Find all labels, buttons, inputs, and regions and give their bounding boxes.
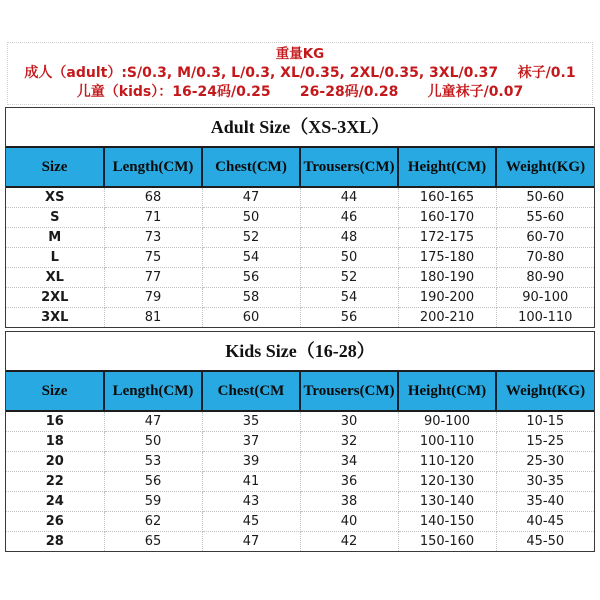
size-cell: S: [6, 208, 104, 228]
value-cell: 52: [300, 268, 398, 288]
value-cell: 50-60: [496, 187, 594, 208]
value-cell: 46: [300, 208, 398, 228]
table-row: [6, 308, 594, 328]
value-cell: 10-15: [496, 411, 594, 432]
value-cell: 73: [104, 228, 202, 248]
value-cell: 200-210: [398, 308, 496, 328]
value-cell: 60: [202, 308, 300, 328]
kids-column-header-5: Weight(KG): [496, 371, 594, 411]
size-cell: 3XL: [6, 308, 104, 328]
value-cell: 54: [202, 248, 300, 268]
value-cell: 110-120: [398, 452, 496, 472]
table-row: [6, 248, 594, 268]
size-cell: 16: [6, 411, 104, 432]
value-cell: 55-60: [496, 208, 594, 228]
value-cell: 50: [104, 432, 202, 452]
value-cell: 43: [202, 492, 300, 512]
weight-note-adult-line: 成人（adult）:S/0.3, M/0.3, L/0.3, XL/0.35, 2XL/0.35, 3XL/0.37 袜子/0.1: [24, 64, 576, 81]
size-cell: 26: [6, 512, 104, 532]
value-cell: 80-90: [496, 268, 594, 288]
value-cell: 35-40: [496, 492, 594, 512]
value-cell: 70-80: [496, 248, 594, 268]
value-cell: 79: [104, 288, 202, 308]
value-cell: 47: [104, 411, 202, 432]
kids-column-header-0: Size: [6, 371, 104, 411]
value-cell: 38: [300, 492, 398, 512]
weight-note-kids-line: 儿童（kids）：16-24码/0.25 26-28码/0.28 儿童袜子/0.07: [76, 83, 524, 100]
value-cell: 65: [104, 532, 202, 552]
value-cell: 77: [104, 268, 202, 288]
table-row: [6, 208, 594, 228]
value-cell: 172-175: [398, 228, 496, 248]
value-cell: 40: [300, 512, 398, 532]
size-cell: 24: [6, 492, 104, 512]
value-cell: 25-30: [496, 452, 594, 472]
value-cell: 32: [300, 432, 398, 452]
value-cell: 30-35: [496, 472, 594, 492]
value-cell: 45-50: [496, 532, 594, 552]
kids-column-header-1: Length(CM): [104, 371, 202, 411]
adult-size-table: [6, 146, 594, 327]
adult-column-header-2: Chest(CM): [202, 147, 300, 187]
table-row: [6, 512, 594, 532]
value-cell: 59: [104, 492, 202, 512]
table-row: [6, 288, 594, 308]
value-cell: 48: [300, 228, 398, 248]
value-cell: 39: [202, 452, 300, 472]
table-row: [6, 411, 594, 432]
kids-size-block: [5, 331, 595, 552]
value-cell: 140-150: [398, 512, 496, 532]
value-cell: 30: [300, 411, 398, 432]
adult-size-caption: Adult Size（XS-3XL）: [210, 117, 390, 137]
value-cell: 75: [104, 248, 202, 268]
kids-column-header-3: Trousers(CM): [300, 371, 398, 411]
value-cell: 190-200: [398, 288, 496, 308]
value-cell: 56: [104, 472, 202, 492]
weight-note-box: [7, 42, 593, 105]
table-row: [6, 228, 594, 248]
value-cell: 44: [300, 187, 398, 208]
weight-note-title: 重量KG: [275, 45, 325, 62]
adult-column-header-3: Trousers(CM): [300, 147, 398, 187]
value-cell: 81: [104, 308, 202, 328]
value-cell: 42: [300, 532, 398, 552]
value-cell: 15-25: [496, 432, 594, 452]
adult-column-header-4: Height(CM): [398, 147, 496, 187]
value-cell: 160-170: [398, 208, 496, 228]
adult-header-row: [6, 147, 594, 187]
size-cell: 28: [6, 532, 104, 552]
adult-column-header-1: Length(CM): [104, 147, 202, 187]
value-cell: 50: [202, 208, 300, 228]
table-row: [6, 187, 594, 208]
kids-size-table: [6, 370, 594, 551]
kids-header-row: [6, 371, 594, 411]
adult-column-header-5: Weight(KG): [496, 147, 594, 187]
value-cell: 180-190: [398, 268, 496, 288]
value-cell: 58: [202, 288, 300, 308]
value-cell: 160-165: [398, 187, 496, 208]
value-cell: 50: [300, 248, 398, 268]
table-row: [6, 472, 594, 492]
value-cell: 62: [104, 512, 202, 532]
value-cell: 90-100: [398, 411, 496, 432]
size-cell: XS: [6, 187, 104, 208]
value-cell: 54: [300, 288, 398, 308]
value-cell: 150-160: [398, 532, 496, 552]
kids-column-header-2: Chest(CM: [202, 371, 300, 411]
value-cell: 35: [202, 411, 300, 432]
value-cell: 45: [202, 512, 300, 532]
value-cell: 130-140: [398, 492, 496, 512]
value-cell: 41: [202, 472, 300, 492]
value-cell: 47: [202, 187, 300, 208]
table-row: [6, 532, 594, 552]
size-cell: 20: [6, 452, 104, 472]
value-cell: 100-110: [398, 432, 496, 452]
value-cell: 56: [300, 308, 398, 328]
table-row: [6, 452, 594, 472]
size-cell: 18: [6, 432, 104, 452]
value-cell: 47: [202, 532, 300, 552]
kids-size-caption: Kids Size（16-28）: [225, 341, 375, 361]
size-cell: L: [6, 248, 104, 268]
kids-column-header-4: Height(CM): [398, 371, 496, 411]
value-cell: 60-70: [496, 228, 594, 248]
size-cell: XL: [6, 268, 104, 288]
value-cell: 90-100: [496, 288, 594, 308]
value-cell: 53: [104, 452, 202, 472]
adult-column-header-0: Size: [6, 147, 104, 187]
size-cell: 2XL: [6, 288, 104, 308]
value-cell: 175-180: [398, 248, 496, 268]
value-cell: 40-45: [496, 512, 594, 532]
value-cell: 120-130: [398, 472, 496, 492]
table-row: [6, 268, 594, 288]
size-cell: M: [6, 228, 104, 248]
value-cell: 71: [104, 208, 202, 228]
value-cell: 56: [202, 268, 300, 288]
value-cell: 34: [300, 452, 398, 472]
table-row: [6, 492, 594, 512]
value-cell: 37: [202, 432, 300, 452]
value-cell: 68: [104, 187, 202, 208]
table-row: [6, 432, 594, 452]
value-cell: 52: [202, 228, 300, 248]
value-cell: 100-110: [496, 308, 594, 328]
size-cell: 22: [6, 472, 104, 492]
value-cell: 36: [300, 472, 398, 492]
adult-size-block: [5, 107, 595, 328]
